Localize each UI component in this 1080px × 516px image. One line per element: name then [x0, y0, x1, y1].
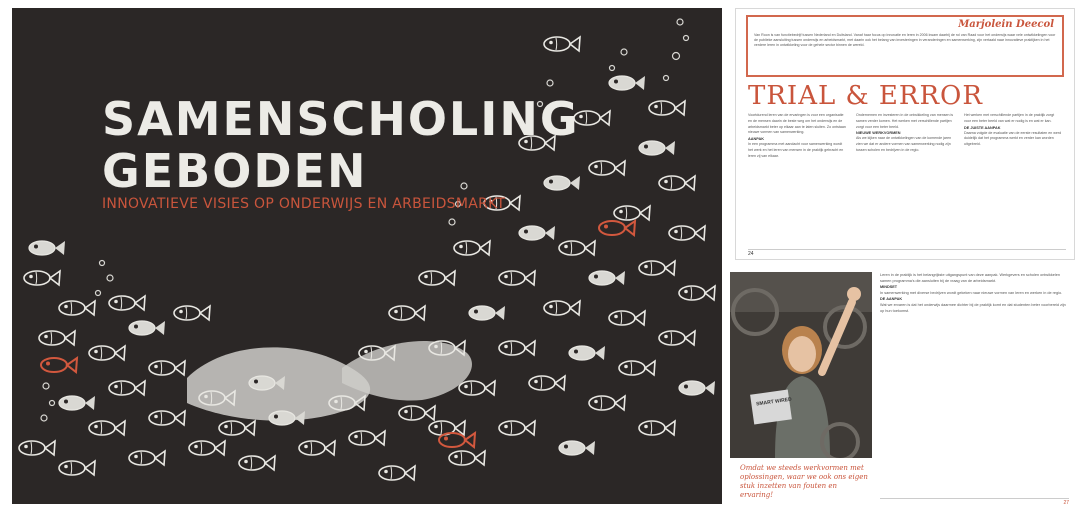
portrait-photo: [730, 272, 872, 458]
lower-subheading: MINDSET: [880, 285, 898, 290]
lower-text-para: In samenwerking met diverse bedrijven wordt gekeken naar nieuwe vormen van leren en werken in de regio.: [880, 291, 1063, 296]
column-text: Het werken met verschillende partijen in de praktijk zorgt voor een beter beeld van wat er nodig is en wat er kan.: [964, 113, 1055, 123]
text-column-2: [856, 113, 954, 243]
column-subheading: NIEUWE WERKVORMEN: [856, 131, 901, 136]
column-subheading: DE JUISTE AANPAK: [964, 125, 1001, 130]
lower-text-para: Wat we ervaren is dat het onderwijs daarmee dichter bij de praktijk komt en dat studenten beter voorbereid zijn op hun toekomst.: [880, 303, 1066, 314]
column-subheading: AANPAK: [748, 137, 764, 141]
right-page-top: [735, 8, 1075, 260]
text-column-1: [748, 113, 846, 243]
title-line-1: SAMENSCHOLING: [102, 92, 580, 146]
lower-text: [880, 272, 1068, 492]
bio-name: Marjolein Deecol: [958, 19, 1054, 30]
title-line-2: GEBODEN: [102, 143, 368, 198]
column-text: In een programma met aandacht voor samenwerking wordt het werk en het leren van mensen in de praktijk gebracht en leren zij van elkaar.: [748, 142, 844, 158]
column-text: Ondernemen en investeren in de ontwikkeling van mensen is samen verder komen. Het werken met verschillende partijen zorgt voor een beter beeld.: [856, 113, 954, 129]
page-number-right: 27: [1063, 500, 1069, 506]
bio-box: [746, 15, 1064, 77]
photo-illustration: [730, 272, 872, 458]
page-number-left: 24: [748, 251, 754, 257]
footer-rule: [748, 249, 1066, 250]
fish-illustration: [12, 8, 722, 504]
column-text: Voortdurend leren van de ervaringen is voor een organisatie en de mensen daarin de beste weg om het onderwijs en de arbeidsmarkt beter op elkaar aan te laten sluiten. Zo ontstaan nieuwe vormen van samenwerking.: [748, 113, 846, 135]
left-page: [12, 8, 722, 504]
page-subtitle: INNOVATIEVE VISIES OP ONDERWIJS EN ARBEIDSMARKT: [102, 196, 506, 212]
bio-text: Van Roon is van functiebedrijf tussen Nederland en Duitsland. Vanaf haar focus op innovatie en leren in 2006 kwam daarbij de rol van Raad voor het onderwijs waar vele ontwikkelingen voor de publieke aansluiting tussen onderwijs en arbeidsmarkt, met daarin ook het belang van investeringen in veranderingen en samenwerking, zijn vertaald naar innovatieve praktijken in het verdere leren in ontwikkeling voor de gehele sector binnen de wereld.: [754, 33, 1056, 48]
right-page-bottom: [730, 268, 1075, 508]
lower-text-para: Leren in de praktijk is het belangrijkste uitgangspunt van deze aanpak. Werkgevers en scholen ontwikkelen samen programma's die aansluiten bij de vraag van de arbeidsmarkt.: [880, 273, 1060, 284]
lower-subheading: DE AANPAK: [880, 297, 903, 302]
column-text: Daarna volgde de evaluatie van de eerste resultaten en werd duidelijk dat het programma werkt en verder kan worden uitgebreid.: [964, 130, 1062, 147]
text-column-3: [964, 113, 1062, 243]
article-heading: TRIAL & ERROR: [748, 81, 983, 111]
footer-rule: [880, 498, 1069, 499]
sign-text: SMART WIRED: [755, 396, 793, 408]
page-title: [102, 94, 580, 197]
photo-caption: Omdat we steeds werkvormen met oplossingen, waar we ook ons eigen stuk inzetten van fouten en ervaring!: [740, 464, 868, 500]
column-text: Als we kijken naar de ontwikkelingen van de komende jaren zien we dat er andere vormen van samenwerking nodig zijn tussen scholen en bedrijven in de regio.: [856, 136, 952, 152]
